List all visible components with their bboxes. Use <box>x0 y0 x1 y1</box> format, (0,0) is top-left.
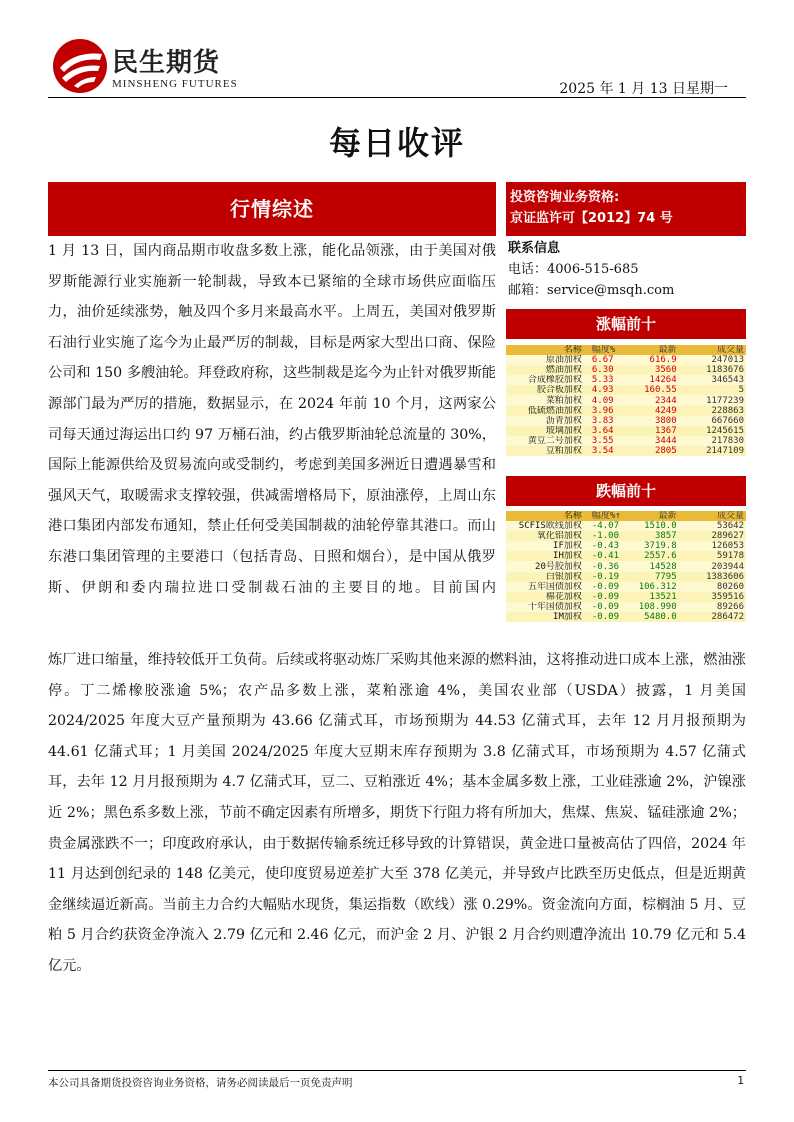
cell-last: 1510.0 <box>644 521 677 532</box>
cell-pct: -0.09 <box>591 601 619 612</box>
cell-last: 14528 <box>649 561 677 572</box>
cell-name: IH加权 <box>553 551 582 562</box>
cell-volume: 80260 <box>716 581 744 592</box>
section-title-bar: 行情综述 <box>48 182 496 236</box>
cell-last: 3560 <box>654 365 677 376</box>
cell-name: 白银加权 <box>545 571 582 582</box>
qualification-box <box>506 182 746 236</box>
cell-name: 燃油加权 <box>545 365 582 376</box>
contact-info <box>508 238 748 301</box>
cell-name: 胶合板加权 <box>536 385 582 396</box>
cell-volume: 1183676 <box>706 365 744 376</box>
cell-name: 玻璃加权 <box>545 425 582 436</box>
cell-volume: 247013 <box>711 355 744 366</box>
cell-pct: 6.30 <box>591 365 614 376</box>
cell-volume: 2147109 <box>706 445 744 456</box>
cell-last: 4249 <box>654 405 677 416</box>
cell-volume: 359516 <box>711 591 744 602</box>
report-date: 2025 年 1 月 13 日星期一 <box>559 81 728 97</box>
cell-volume: 667660 <box>711 415 744 426</box>
company-logo <box>52 38 252 94</box>
cell-pct: 4.93 <box>591 385 614 396</box>
contact-title: 联系信息 <box>508 241 561 256</box>
cell-pct: 3.64 <box>591 425 614 436</box>
header-name: 名称 <box>506 511 584 521</box>
header-pct: 幅度%↑ <box>584 511 624 521</box>
cell-last: 3444 <box>654 435 677 446</box>
table-row <box>506 521 746 531</box>
cell-name: SCFIS欧线加权 <box>518 521 582 532</box>
cell-pct: 3.55 <box>591 435 614 446</box>
cell-last: 3857 <box>654 531 677 542</box>
cell-pct: -0.09 <box>591 591 619 602</box>
losers-table <box>506 511 746 622</box>
table-row <box>506 541 746 551</box>
cell-pct: -0.36 <box>591 561 619 572</box>
cell-last: 106.312 <box>638 581 677 592</box>
cell-last: 7795 <box>654 571 677 582</box>
table-row <box>506 365 746 375</box>
cell-name: 原油加权 <box>545 355 582 366</box>
cell-pct: -0.41 <box>591 551 619 562</box>
footer-disclaimer: 本公司具备期货投资咨询业务资格，请务必阅读最后一页免责声明 <box>48 1077 353 1089</box>
table-row <box>506 385 746 395</box>
gainers-table <box>506 345 746 456</box>
page-number: 1 <box>737 1075 744 1087</box>
losers-title: 跌幅前十 <box>506 476 746 506</box>
table-row <box>506 551 746 561</box>
table-row <box>506 531 746 541</box>
page-title: 每日收评 <box>328 124 465 162</box>
cell-volume: 217830 <box>711 435 744 446</box>
header-pct: 幅度% <box>584 345 624 355</box>
qualification-line-1: 投资咨询业务资格: <box>510 190 620 205</box>
table-row <box>506 406 746 416</box>
cell-name: 菜粕加权 <box>545 395 582 406</box>
cell-name: 豆粕加权 <box>545 445 582 456</box>
minsheng-logo-icon <box>52 38 108 94</box>
contact-phone: 电话：4006-515-685 <box>508 262 639 277</box>
logo-english-name: MINSHENG FUTURES <box>112 78 238 90</box>
cell-name: IM加权 <box>553 611 582 622</box>
header-name: 名称 <box>506 345 584 355</box>
table-row <box>506 612 746 622</box>
table-row <box>506 426 746 436</box>
cell-last: 3719.8 <box>644 541 677 552</box>
cell-name: 棉花加权 <box>545 591 582 602</box>
cell-last: 616.9 <box>649 355 677 366</box>
table-header-row <box>506 345 746 355</box>
cell-name: IF加权 <box>553 541 582 552</box>
cell-name: 十年国债加权 <box>527 601 582 612</box>
cell-name: 氧化铝加权 <box>536 531 582 542</box>
cell-name: 低硫燃油加权 <box>527 405 582 416</box>
cell-last: 13521 <box>649 591 677 602</box>
cell-volume: 1245615 <box>706 425 744 436</box>
cell-volume: 5 <box>738 385 744 396</box>
header-volume: 成交量 <box>679 511 746 521</box>
cell-volume: 346543 <box>711 375 744 386</box>
cell-last: 5480.0 <box>644 611 677 622</box>
table-row <box>506 572 746 582</box>
cell-name: 五年国债加权 <box>527 581 582 592</box>
cell-pct: 3.83 <box>591 415 614 426</box>
cell-volume: 203944 <box>711 561 744 572</box>
cell-last: 1367 <box>654 425 677 436</box>
cell-volume: 1177239 <box>706 395 744 406</box>
header-last: 最新 <box>624 345 679 355</box>
market-summary-part-2: 炼厂进口缩量，维持较低开工负荷。后续或将驱动炼厂采购其他来源的燃料油，这将推动进口成本上涨，燃油涨停。丁二烯橡胶涨逾 5%；农产品多数上涨，菜粕涨逾 4%，美国农业部（USDA）披露，1 月美国 2024/2025 年度大豆产量预期为 43.66 亿蒲式耳，市场预期为 44.53 亿蒲式耳，去年 12 月月报预期为 44.61 亿蒲式耳；1 月美国 2024/2025 年度大豆期末库存预期为 3.8 亿蒲式耳，市场预期为 4.57 亿蒲式耳，去年 12 月月报预期为 4.7 亿蒲式耳，豆二、豆粕涨近 4%；基本金属多数上涨，工业硅涨逾 2%，沪镍涨近 2%；黑色系多数上涨，节前不确定因素有所增多，期货下行阻力将有所加大，焦煤、焦炭、锰硅涨逾 2%；贵金属涨跌不一；印度政府承认，由于数据传输系统迁移导致的计算错误，黄金进口量被高估了四倍，2024 年 11 月达到创纪录的 148 亿美元，使印度贸易逆差扩大至 378 亿美元，并导致卢比跌至历史低点，但是近期黄金继续逼近新高。当前主力合约大幅贴水现货，集运指数（欧线）涨 0.29%。资金流向方面，棕榈油 5 月、豆粕 5 月合约获资金净流入 2.79 亿元和 2.46 亿元，而沪金 2 月、沪银 2 月合约则遭净流出 10.79 亿元和 5.4 亿元。 <box>48 652 746 974</box>
table-row <box>506 592 746 602</box>
table-row <box>506 582 746 592</box>
cell-pct: -0.19 <box>591 571 619 582</box>
cell-volume: 289627 <box>711 531 744 542</box>
cell-pct: 6.67 <box>591 355 614 366</box>
cell-volume: 126053 <box>711 541 744 552</box>
cell-volume: 59178 <box>716 551 744 562</box>
cell-volume: 286472 <box>711 611 744 622</box>
table-header-row <box>506 511 746 521</box>
table-row <box>506 395 746 405</box>
cell-pct: -0.09 <box>591 611 619 622</box>
cell-last: 108.990 <box>638 601 677 612</box>
cell-pct: -0.09 <box>591 581 619 592</box>
gainers-title: 涨幅前十 <box>506 309 746 339</box>
table-row <box>506 446 746 456</box>
cell-pct: -0.43 <box>591 541 619 552</box>
header-volume: 成交量 <box>679 345 746 355</box>
table-row <box>506 375 746 385</box>
cell-last: 14264 <box>649 375 677 386</box>
cell-last: 2344 <box>654 395 677 406</box>
cell-last: 2557.6 <box>644 551 677 562</box>
cell-pct: -1.00 <box>591 531 619 542</box>
table-row <box>506 355 746 365</box>
contact-email: 邮箱：service@msqh.com <box>508 283 675 298</box>
cell-pct: 3.54 <box>591 445 614 456</box>
header-last: 最新 <box>624 511 679 521</box>
cell-name: 20号胶加权 <box>535 561 582 572</box>
cell-pct: 4.09 <box>591 395 614 406</box>
logo-chinese-name: 民生期货 <box>112 48 221 78</box>
cell-name: 合成橡胶加权 <box>527 375 582 386</box>
cell-last: 160.55 <box>644 385 677 396</box>
table-row <box>506 602 746 612</box>
table-row <box>506 561 746 571</box>
cell-last: 2805 <box>654 445 677 456</box>
header-divider <box>48 97 746 98</box>
cell-pct: 3.96 <box>591 405 614 416</box>
cell-last: 3800 <box>654 415 677 426</box>
cell-name: 沥青加权 <box>545 415 582 426</box>
cell-pct: -4.07 <box>591 521 619 532</box>
market-summary-part-1: 1 月 13 日，国内商品期市收盘多数上涨，能化品领涨，由于美国对俄罗斯能源行业实施新一轮制裁，导致本已紧缩的全球市场供应面临压力，油价延续涨势，触及四个多月来最高水平。上周五，美国对俄罗斯石油行业实施了迄今为止最严厉的制裁，目标是两家大型出口商、保险公司和 150 多艘油轮。拜登政府称，这些制裁是迄今为止针对俄罗斯能源部门最为严厉的措施，数据显示，在 2024 年前 10 个月，这两家公司每天通过海运出口约 97 万桶石油，约占俄罗斯油轮总流量的 30%，国际上能源供给及贸易流向或受制约，考虑到美国多洲近日遭遇暴雪和强风天气，取暖需求支撑较强，供减需增格局下，原油涨停，上周山东港口集团内部发布通知，禁止任何受美国制裁的油轮停靠其港口。而山东港口集团管理的主要港口（包括青岛、日照和烟台），是中国从俄罗斯、伊朗和委内瑞拉进口受制裁石油的主要目的地。目前国内 <box>48 243 496 596</box>
qualification-line-2: 京证监许可【2012】74 号 <box>510 211 673 226</box>
cell-pct: 5.33 <box>591 375 614 386</box>
table-row <box>506 416 746 426</box>
cell-volume: 53642 <box>716 521 744 532</box>
cell-volume: 1383606 <box>706 571 744 582</box>
cell-volume: 89266 <box>716 601 744 612</box>
footer-divider <box>48 1070 746 1071</box>
cell-name: 黄豆二号加权 <box>527 435 582 446</box>
cell-volume: 228863 <box>711 405 744 416</box>
table-row <box>506 436 746 446</box>
